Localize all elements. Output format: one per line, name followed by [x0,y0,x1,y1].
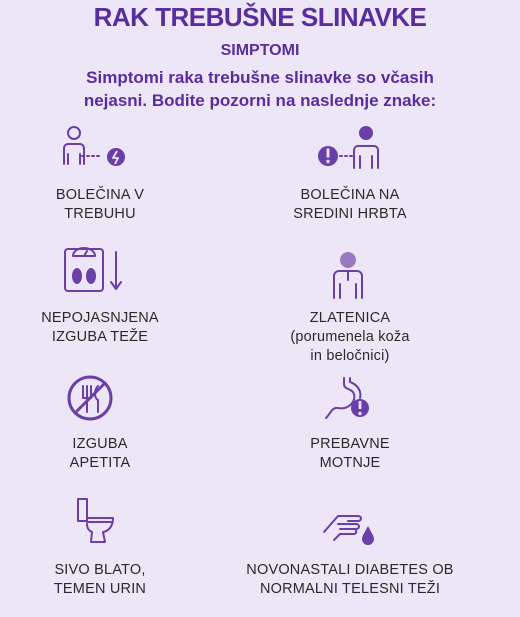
toilet-icon [74,496,118,546]
symptom-jaundice [230,309,470,366]
intro-text [0,66,520,112]
symptom-weight-loss [0,309,220,347]
symptom-label: NOVONASTALI DIABETES OB NORMALNI TELESNI TEŽI [246,562,454,597]
symptom-stool-urine [0,561,220,599]
finger-blood-drop-icon [322,506,378,550]
symptom-back-pain [230,186,470,224]
weight-scale-icon [62,246,126,296]
person-abdominal-pain-icon [60,124,132,168]
section-subtitle: SIMPTOMI [220,42,300,59]
page-title: RAK TREBUŠNE SLINAVKE [93,2,427,32]
symptom-label: SIVO BLATO, TEMEN URIN [53,562,147,597]
symptom-abdominal-pain [0,186,220,224]
intro-line-1: Simptomi raka trebušne slinavke so včasih [86,68,434,87]
symptom-label: PREBAVNE MOTNJE [310,436,390,471]
symptom-appetite-loss [0,435,220,473]
symptom-label: BOLEČINA NA SREDINI HRBTA [293,187,407,222]
symptom-digestive-issues [230,435,470,473]
no-fork-knife-icon [66,374,114,422]
symptom-label: IZGUBA APETITA [69,436,131,471]
symptom-label: NEPOJASNJENA IZGUBA TEŽE [41,310,159,345]
jaundice-person-icon [330,250,366,300]
stomach-alert-icon [322,376,372,422]
symptom-label: BOLEČINA V TREBUHU [55,187,145,222]
symptom-new-diabetes [230,561,470,599]
person-back-pain-icon [314,124,386,172]
intro-line-2: nejasni. Bodite pozorni na naslednje znake: [83,91,437,110]
symptom-label: ZLATENICA (porumenela koža in beločnici) [290,310,410,364]
